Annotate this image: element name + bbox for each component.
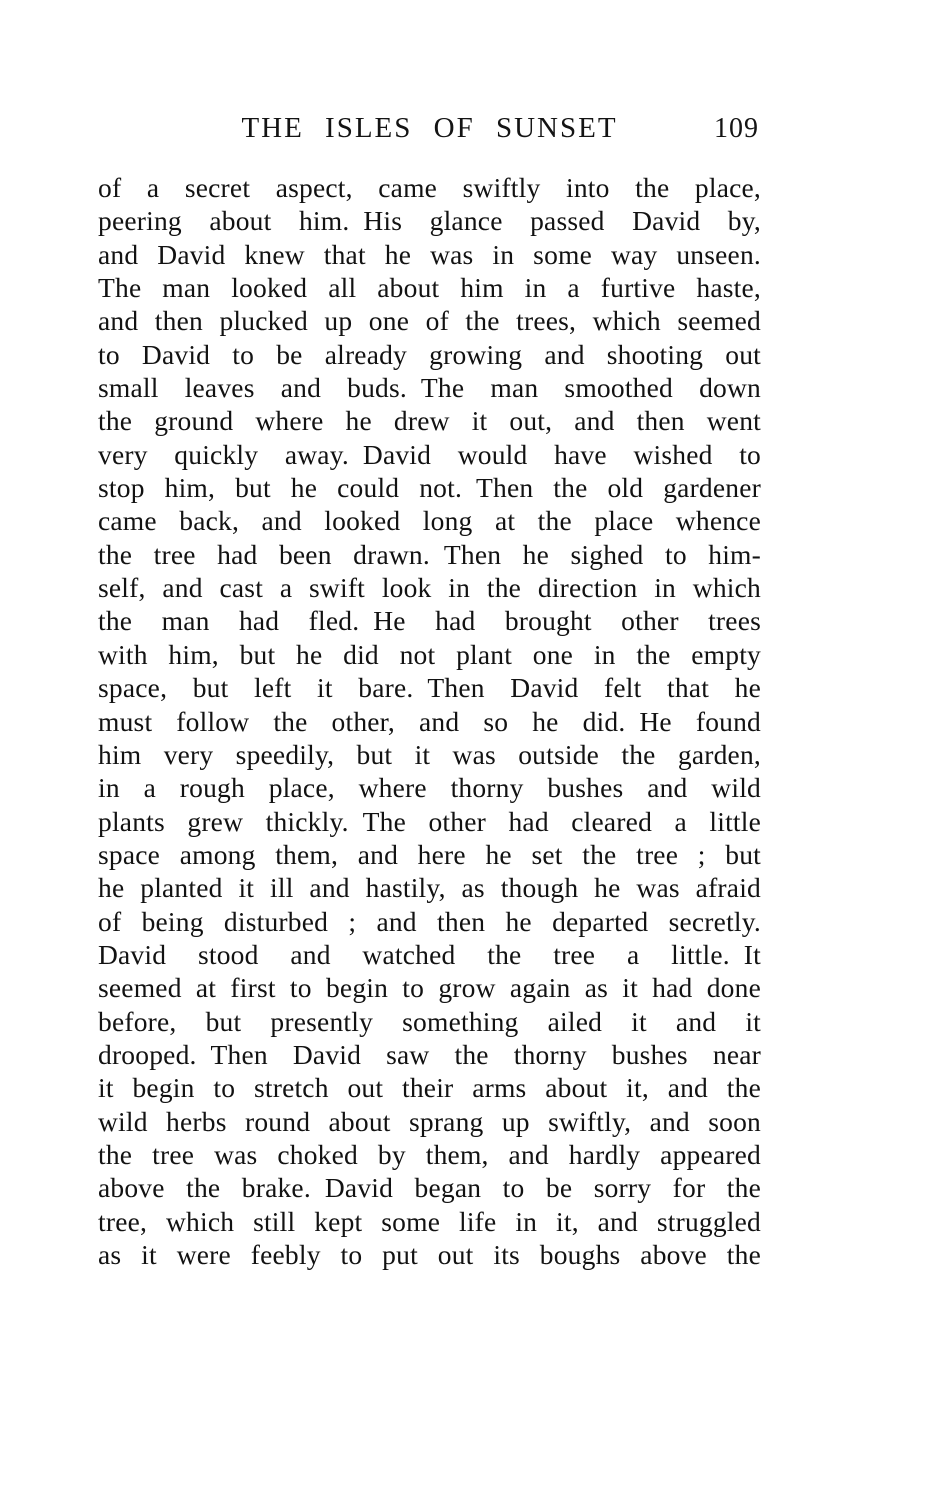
- text-line: with him, but he did not plant one in the empty: [98, 638, 761, 670]
- text-line: of a secret aspect, came swiftly into the place,: [98, 172, 761, 203]
- text-line: space among them, and here he set the tree ; but: [98, 838, 761, 870]
- page-number: 109: [714, 113, 759, 144]
- running-header: [98, 112, 761, 152]
- text-line: above the brake. David began to be sorry for the: [98, 1172, 761, 1204]
- text-line: wild herbs round about sprang up swiftly, and soon: [98, 1105, 761, 1137]
- text-line: must follow the other, and so he did. He found: [98, 705, 761, 737]
- text-line: he planted it ill and hastily, as though he was afraid: [98, 872, 761, 904]
- text-line: The man looked all about him in a furtive haste,: [98, 272, 761, 304]
- text-line: the tree had been drawn. Then he sighed to him-: [98, 538, 761, 570]
- text-line: him very speedily, but it was outside the garden,: [98, 738, 761, 770]
- text-line: small leaves and buds. The man smoothed down: [98, 372, 761, 404]
- page-title: THE ISLES OF SUNSET: [241, 112, 618, 144]
- text-line: of being disturbed ; and then he departed secretly.: [98, 905, 761, 937]
- text-line: the tree was choked by them, and hardly appeared: [98, 1138, 761, 1170]
- text-line: seemed at first to begin to grow again as it had done: [98, 972, 761, 1004]
- text-line: and David knew that he was in some way unseen.: [98, 238, 761, 270]
- text-line: as it were feebly to put out its boughs above the: [98, 1239, 761, 1270]
- text-line: self, and cast a swift look in the direction in which: [98, 572, 761, 604]
- text-line: plants grew thickly. The other had cleared a little: [98, 805, 761, 837]
- text-line: peering about him. His glance passed David by,: [98, 205, 761, 237]
- text-line: came back, and looked long at the place whence: [98, 505, 761, 537]
- text-line: stop him, but he could not. Then the old gardener: [98, 472, 761, 504]
- text-line: in a rough place, where thorny bushes and wild: [98, 772, 761, 804]
- text-line: it begin to stretch out their arms about it, and the: [98, 1072, 761, 1104]
- text-line: space, but left it bare. Then David felt that he: [98, 672, 761, 704]
- text-line: very quickly away. David would have wished to: [98, 438, 761, 470]
- page-body: [98, 171, 761, 1271]
- text-line: to David to be already growing and shooting out: [98, 338, 761, 370]
- text-line: the man had fled. He had brought other trees: [98, 605, 761, 637]
- text-line: David stood and watched the tree a little. It: [98, 938, 761, 970]
- text-line: before, but presently something ailed it and it: [98, 1005, 761, 1037]
- text-line: drooped. Then David saw the thorny bushes near: [98, 1038, 761, 1070]
- text-line: tree, which still kept some life in it, and struggled: [98, 1205, 761, 1237]
- text-line: the ground where he drew it out, and then went: [98, 405, 761, 437]
- text-line: and then plucked up one of the trees, which seemed: [98, 305, 761, 337]
